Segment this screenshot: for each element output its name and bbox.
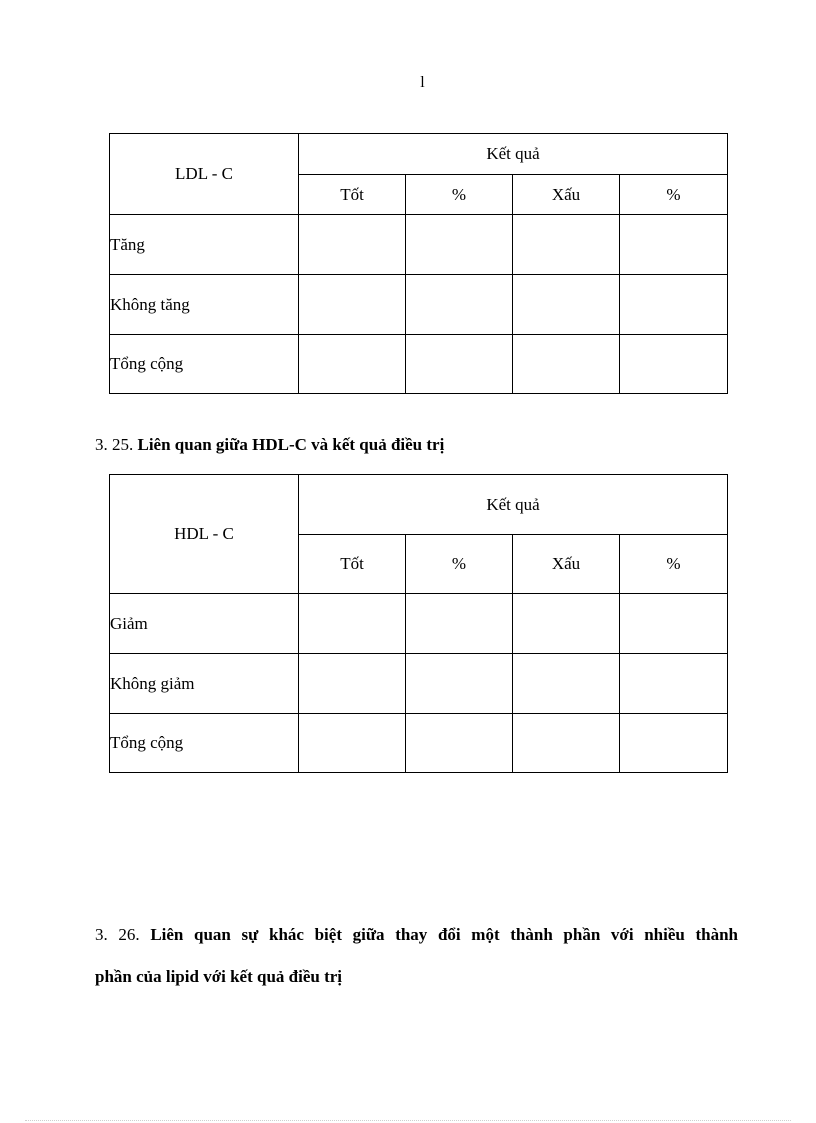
table-cell xyxy=(513,594,620,654)
table-cell xyxy=(620,275,728,335)
ket-qua-group-header: Kết quả xyxy=(299,134,728,175)
ldl-c-header-cell: LDL - C xyxy=(110,134,299,215)
row-label-tong-cong: Tổng cộng xyxy=(110,714,299,773)
table-cell xyxy=(299,714,406,773)
row-label-khong-giam: Không giảm xyxy=(110,654,299,714)
table-row xyxy=(110,714,728,773)
table-cell xyxy=(406,215,513,275)
table-cell xyxy=(620,714,728,773)
section-3-25-caption xyxy=(95,435,444,455)
xau-column-header: Xấu xyxy=(513,535,620,594)
table-row xyxy=(110,335,728,394)
section-number: 3. 26. xyxy=(95,925,140,944)
page-bottom-rule xyxy=(25,1120,791,1121)
row-label-tong-cong: Tổng cộng xyxy=(110,335,299,394)
table-cell xyxy=(299,654,406,714)
tot-column-header: Tốt xyxy=(299,535,406,594)
table-row xyxy=(110,654,728,714)
section-title: Liên quan giữa HDL-C và kết quả điều trị xyxy=(137,435,445,454)
table-cell xyxy=(513,714,620,773)
table-cell xyxy=(513,654,620,714)
xau-column-header: Xấu xyxy=(513,175,620,215)
table-cell xyxy=(299,335,406,394)
percent-column-header: % xyxy=(620,535,728,594)
table-cell xyxy=(513,215,620,275)
section-title-part-2: phần của lipid với kết quả điều trị xyxy=(95,967,343,986)
section-3-26-heading xyxy=(95,914,738,998)
row-label-tang: Tăng xyxy=(110,215,299,275)
percent-column-header: % xyxy=(406,175,513,215)
table-cell xyxy=(620,594,728,654)
table-row xyxy=(110,215,728,275)
section-heading-line-1 xyxy=(95,914,738,956)
percent-column-header: % xyxy=(620,175,728,215)
table-cell xyxy=(406,594,513,654)
table-row xyxy=(110,594,728,654)
hdl-c-results-table xyxy=(109,474,728,773)
table-cell xyxy=(406,714,513,773)
table-cell xyxy=(299,275,406,335)
table-cell xyxy=(620,215,728,275)
page-number: l xyxy=(420,74,425,91)
table-cell xyxy=(620,654,728,714)
row-label-giam: Giảm xyxy=(110,594,299,654)
table-cell xyxy=(299,594,406,654)
tot-column-header: Tốt xyxy=(299,175,406,215)
table-row xyxy=(110,275,728,335)
section-number: 3. 25. xyxy=(95,435,134,454)
table-cell xyxy=(620,335,728,394)
table-cell xyxy=(513,335,620,394)
row-label-khong-tang: Không tăng xyxy=(110,275,299,335)
table-cell xyxy=(299,215,406,275)
table-cell xyxy=(513,275,620,335)
ket-qua-group-header: Kết quả xyxy=(299,475,728,535)
hdl-c-header-cell: HDL - C xyxy=(110,475,299,594)
ldl-c-results-table xyxy=(109,133,728,394)
table-cell xyxy=(406,654,513,714)
table-cell xyxy=(406,335,513,394)
section-title-part-1: Liên quan sự khác biệt giữa thay đổi một thành phần với nhiều thành xyxy=(150,925,739,944)
percent-column-header: % xyxy=(406,535,513,594)
table-cell xyxy=(406,275,513,335)
